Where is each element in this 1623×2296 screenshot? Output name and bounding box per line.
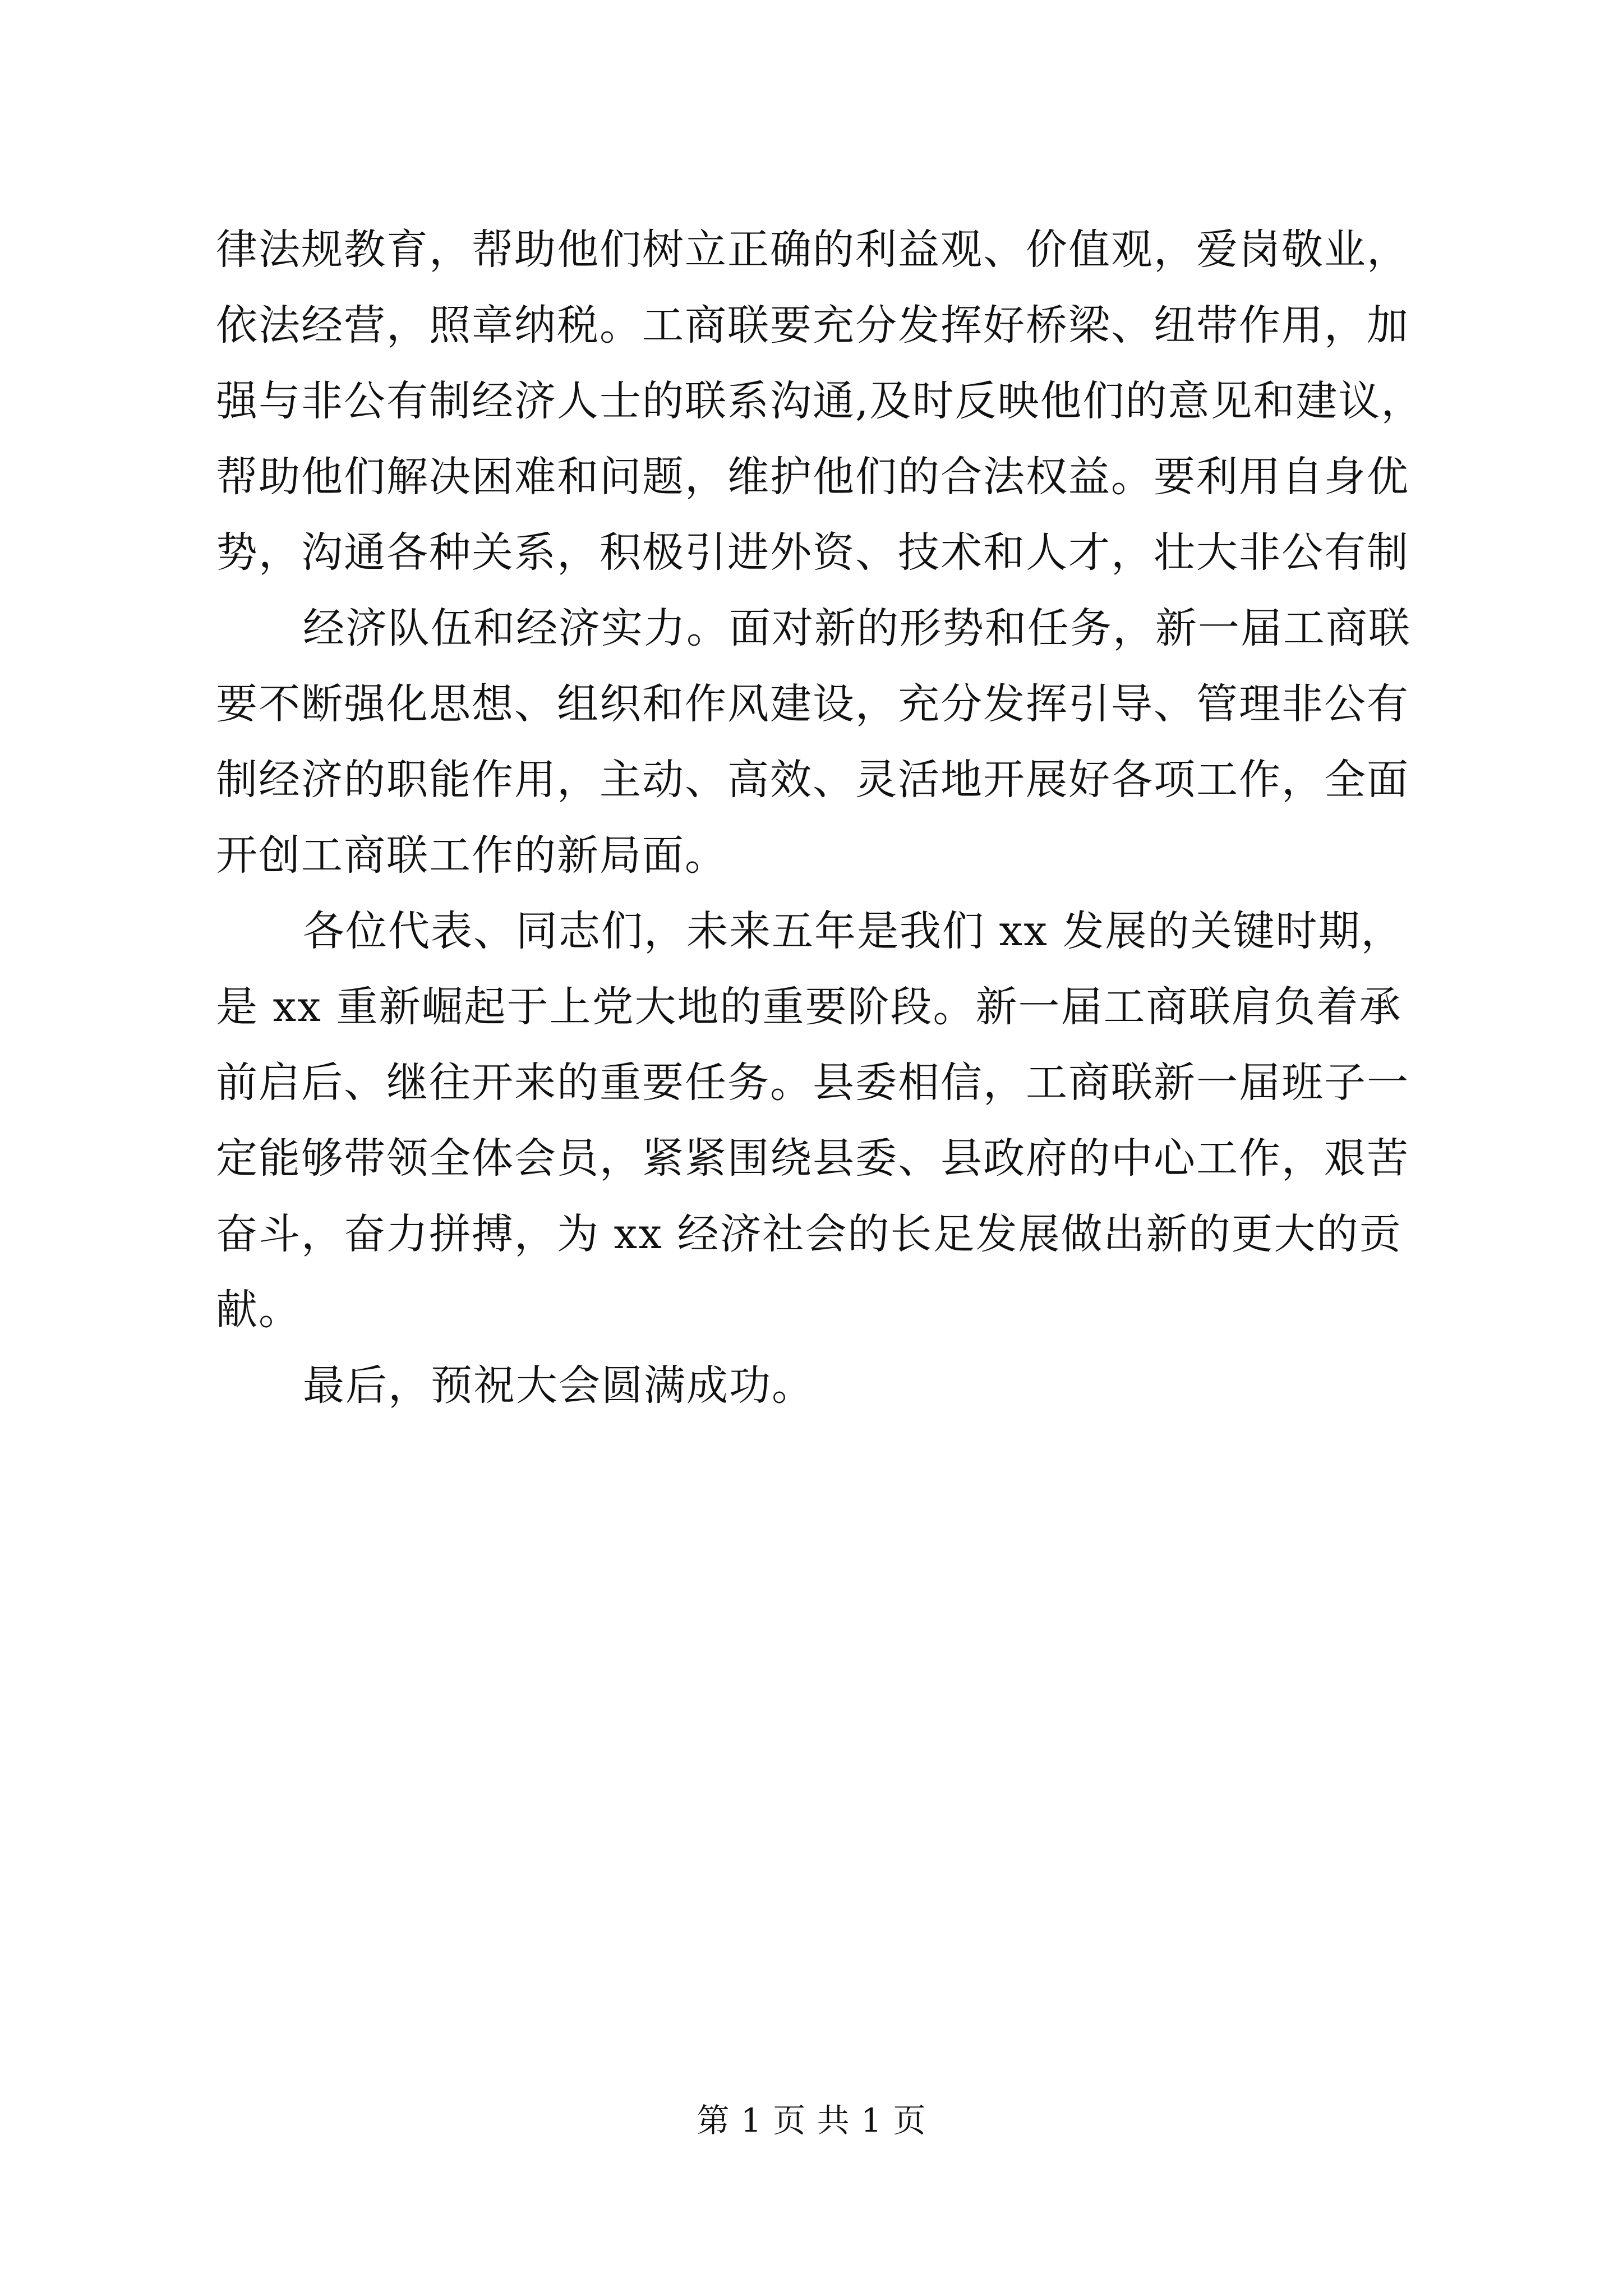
page-number-footer: 第 1 页 共 1 页 <box>697 2101 926 2139</box>
paragraph-2-line-2: 要不断强化思想、组织和作风建设，充分发挥引导、管理非公有 <box>216 680 1409 728</box>
paragraph-4-line-1: 最后，预祝大会圆满成功。 <box>303 1361 814 1410</box>
paragraph-1-line-5: 势，沟通各种关系，积极引进外资、技术和人才，壮大非公有制 <box>216 528 1409 577</box>
paragraph-2-line-3: 制经济的职能作用，主动、高效、灵活地开展好各项工作，全面 <box>216 756 1409 804</box>
paragraph-3-line-6: 献。 <box>216 1286 301 1334</box>
paragraph-1-line-3: 强与非公有制经济人士的联系沟通,及时反映他们的意见和建议， <box>216 377 1424 425</box>
paragraph-3-line-2: 是 xx 重新崛起于上党大地的重要阶段。新一届工商联肩负着承 <box>216 983 1402 1031</box>
paragraph-2-line-1: 经济队伍和经济实力。面对新的形势和任务，新一届工商联 <box>303 604 1411 652</box>
paragraph-3-line-5: 奋斗，奋力拼搏，为 xx 经济社会的长足发展做出新的更大的贡 <box>216 1210 1402 1258</box>
paragraph-3-line-3: 前启后、继往开来的重要任务。县委相信，工商联新一届班子一 <box>216 1059 1409 1107</box>
paragraph-1-line-1: 律法规教育，帮助他们树立正确的利益观、价值观，爱岗敬业， <box>216 226 1409 274</box>
paragraph-1-line-2: 依法经营，照章纳税。工商联要充分发挥好桥梁、纽带作用，加 <box>216 301 1409 349</box>
paragraph-1-line-4: 帮助他们解决困难和问题，维护他们的合法权益。要利用自身优 <box>216 453 1409 501</box>
paragraph-2-line-4: 开创工商联工作的新局面。 <box>216 831 727 880</box>
paragraph-3-line-1: 各位代表、同志们，未来五年是我们 xx 发展的关键时期， <box>303 907 1404 955</box>
paragraph-3-line-4: 定能够带领全体会员，紧紧围绕县委、县政府的中心工作，艰苦 <box>216 1134 1409 1182</box>
